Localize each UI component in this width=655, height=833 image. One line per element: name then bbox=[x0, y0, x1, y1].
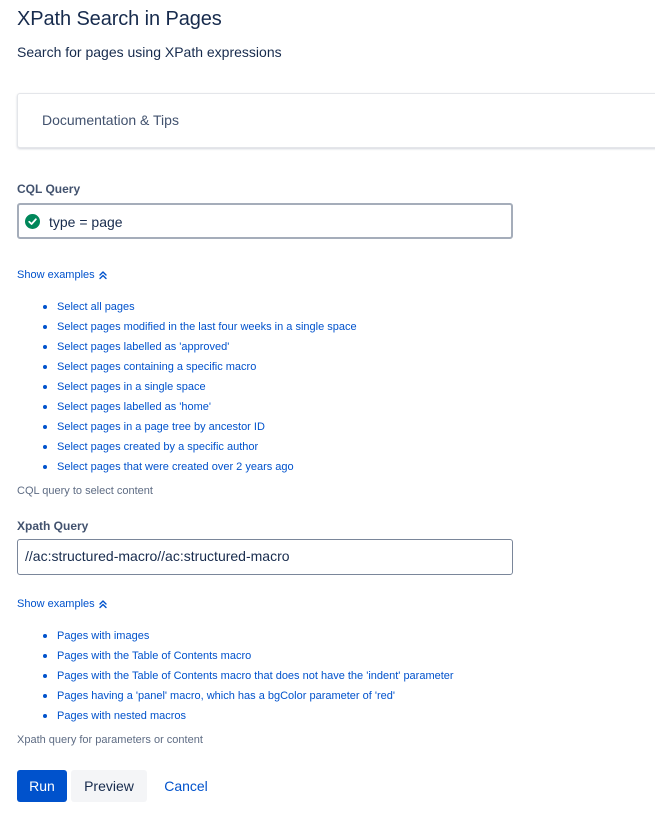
example-list-item bbox=[40, 357, 357, 377]
chevron-double-up-icon bbox=[98, 270, 108, 280]
cql-query-value: type = page bbox=[49, 214, 123, 230]
xpath-example-link[interactable]: Pages with images bbox=[57, 630, 150, 642]
example-list-item bbox=[40, 417, 357, 437]
cql-example-link[interactable]: Select pages in a single space bbox=[57, 381, 206, 393]
cancel-button[interactable]: Cancel bbox=[151, 770, 221, 802]
cql-example-link[interactable]: Select pages containing a specific macro bbox=[57, 361, 257, 373]
run-button[interactable]: Run bbox=[17, 770, 67, 802]
cql-query-label: CQL Query bbox=[17, 182, 81, 196]
chevron-double-up-icon bbox=[98, 599, 108, 609]
xpath-show-examples-link[interactable] bbox=[17, 598, 108, 610]
example-list-item bbox=[40, 437, 357, 457]
documentation-panel[interactable] bbox=[17, 93, 655, 148]
xpath-examples-list bbox=[40, 626, 454, 726]
xpath-example-link[interactable]: Pages with the Table of Contents macro that does not have the 'indent' parameter bbox=[57, 670, 454, 682]
xpath-example-link[interactable]: Pages having a 'panel' macro, which has a bgColor parameter of 'red' bbox=[57, 690, 395, 702]
cql-example-link[interactable]: Select pages created by a specific author bbox=[57, 441, 259, 453]
xpath-helper-text: Xpath query for parameters or content bbox=[17, 734, 203, 746]
cql-query-input[interactable] bbox=[17, 203, 513, 239]
cql-example-link[interactable]: Select pages labelled as 'home' bbox=[57, 401, 212, 413]
xpath-example-link[interactable]: Pages with nested macros bbox=[57, 710, 187, 722]
example-list-item bbox=[40, 317, 357, 337]
xpath-query-input[interactable] bbox=[17, 539, 513, 575]
example-list-item bbox=[40, 626, 454, 646]
cql-example-link[interactable]: Select pages modified in the last four weeks in a single space bbox=[57, 321, 357, 333]
xpath-query-value: //ac:structured-macro//ac:structured-macro bbox=[25, 548, 290, 564]
cql-helper-text: CQL query to select content bbox=[17, 485, 153, 497]
example-list-item bbox=[40, 377, 357, 397]
example-list-item bbox=[40, 646, 454, 666]
example-list-item bbox=[40, 337, 357, 357]
cql-show-examples-link[interactable] bbox=[17, 269, 108, 281]
documentation-panel-label: Documentation & Tips bbox=[42, 112, 179, 128]
xpath-example-link[interactable]: Pages with the Table of Contents macro bbox=[57, 650, 252, 662]
cql-examples-list bbox=[40, 297, 357, 477]
example-list-item bbox=[40, 666, 454, 686]
example-list-item bbox=[40, 297, 357, 317]
page-title: XPath Search in Pages bbox=[17, 8, 222, 30]
cql-example-link[interactable]: Select pages in a page tree by ancestor ID bbox=[57, 421, 265, 433]
example-list-item bbox=[40, 706, 454, 726]
xpath-show-examples-label: Show examples bbox=[17, 598, 95, 610]
cql-example-link[interactable]: Select pages labelled as 'approved' bbox=[57, 341, 230, 353]
example-list-item bbox=[40, 457, 357, 477]
cql-show-examples-label: Show examples bbox=[17, 269, 95, 281]
cql-example-link[interactable]: Select pages that were created over 2 years ago bbox=[57, 461, 294, 473]
xpath-query-label: Xpath Query bbox=[17, 519, 89, 533]
page-subtitle: Search for pages using XPath expressions bbox=[17, 44, 282, 60]
preview-button[interactable]: Preview bbox=[71, 770, 147, 802]
cql-example-link[interactable]: Select all pages bbox=[57, 301, 135, 313]
example-list-item bbox=[40, 686, 454, 706]
example-list-item bbox=[40, 397, 357, 417]
check-circle-icon bbox=[25, 214, 40, 229]
